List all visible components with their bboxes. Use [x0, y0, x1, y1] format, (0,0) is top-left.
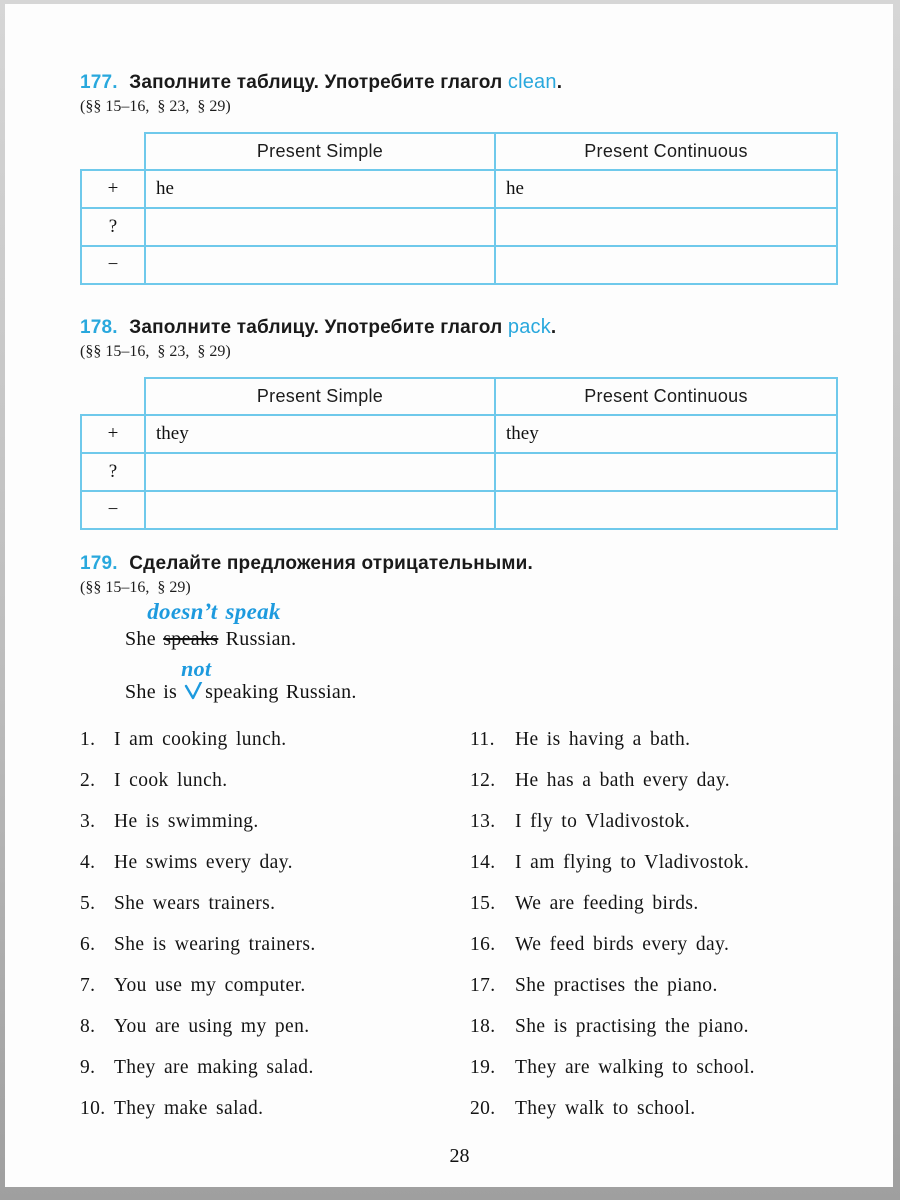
cell-continuous-affirmative: they	[495, 415, 837, 453]
sentence-item-19	[470, 1057, 838, 1098]
sentence-text: You are using my pen.	[114, 1016, 310, 1037]
sentence-text: I am flying to Vladivostok.	[515, 852, 750, 873]
sentence-text: He has a bath every day.	[515, 770, 731, 791]
sentence-number: 16.	[470, 934, 496, 955]
sentence-text: We feed birds every day.	[515, 934, 730, 955]
row-sign-plus: +	[81, 170, 145, 208]
sentence-item-6	[80, 934, 470, 975]
table-corner-cell	[81, 378, 145, 415]
exercise-title: Заполните таблицу. Употребите глагол	[129, 72, 503, 93]
exercise-verb: pack	[507, 316, 551, 338]
column-header-present-simple: Present Simple	[145, 133, 495, 170]
row-sign-plus: +	[81, 415, 145, 453]
sentence-item-16	[470, 934, 838, 975]
sentence-number: 15.	[470, 893, 496, 914]
cell-continuous-question	[495, 453, 837, 491]
table-row-negative	[81, 491, 837, 529]
sentence-text: He swims every day.	[114, 852, 293, 873]
table-177	[80, 132, 838, 285]
handwritten-correction-doesnt-speak: doesn’t speak	[147, 599, 281, 624]
exercise-number: 179.	[80, 553, 118, 574]
sentence-text: He is swimming.	[114, 811, 259, 832]
sentence-number: 4.	[80, 852, 96, 873]
table-row-negative	[81, 246, 837, 284]
sentence-text: She is wearing trainers.	[114, 934, 316, 955]
sentence-text: She wears trainers.	[114, 893, 276, 914]
sentence-number: 10.	[80, 1098, 106, 1119]
sentence-number: 18.	[470, 1016, 496, 1037]
sentence-text: I fly to Vladivostok.	[515, 811, 691, 832]
exercise-178	[80, 315, 839, 530]
table-row-question	[81, 453, 837, 491]
cell-continuous-negative	[495, 491, 837, 529]
sentence-item-1	[80, 729, 470, 770]
exercise-number: 178.	[80, 317, 118, 338]
table-row-affirmative	[81, 170, 837, 208]
table-row-question	[81, 208, 837, 246]
sentence-number: 1.	[80, 729, 96, 750]
table-row-affirmative	[81, 415, 837, 453]
row-sign-minus: −	[81, 491, 145, 529]
table-178	[80, 377, 838, 530]
sentence-number: 17.	[470, 975, 496, 996]
paragraph-references: (§§ 15–16, § 23, § 29)	[80, 98, 231, 115]
column-header-present-continuous: Present Continuous	[495, 378, 837, 415]
sentence-item-2	[80, 770, 470, 811]
sentence-text: I cook lunch.	[114, 770, 228, 791]
exercise-title: Сделайте предложения отрицательными.	[129, 553, 534, 574]
sentence-item-12	[470, 770, 838, 811]
table-header-row	[81, 378, 837, 415]
row-sign-question: ?	[81, 453, 145, 491]
sentence-text: I am cooking lunch.	[114, 729, 287, 750]
sentence-item-15	[470, 893, 838, 934]
exercise-177-heading	[80, 70, 839, 95]
sentence-item-4	[80, 852, 470, 893]
exercise-179-heading	[80, 552, 839, 576]
exercise-178-heading	[80, 315, 839, 340]
sentence-item-18	[470, 1016, 838, 1057]
example-line1-subject: She	[125, 628, 156, 650]
column-header-present-simple: Present Simple	[145, 378, 495, 415]
exercise-title-period: .	[556, 72, 563, 93]
sentence-item-10	[80, 1098, 470, 1139]
column-header-present-continuous: Present Continuous	[495, 133, 837, 170]
sentence-text: They are making salad.	[114, 1057, 314, 1078]
sentence-number: 12.	[470, 770, 496, 791]
sentence-text: She practises the piano.	[515, 975, 718, 996]
cell-continuous-affirmative: he	[495, 170, 837, 208]
cell-continuous-negative	[495, 246, 837, 284]
row-sign-question: ?	[81, 208, 145, 246]
sentence-item-14	[470, 852, 838, 893]
sentence-number: 6.	[80, 934, 96, 955]
struck-word-speaks: speaks	[163, 628, 219, 650]
sentence-item-13	[470, 811, 838, 852]
sentence-number: 5.	[80, 893, 96, 914]
cell-continuous-question	[495, 208, 837, 246]
example-line2-rest: speaking Russian.	[205, 681, 357, 703]
cell-simple-negative	[145, 246, 495, 284]
table-header-row	[81, 133, 837, 170]
sentence-text: They are walking to school.	[515, 1057, 755, 1078]
page-number: 28	[449, 1145, 470, 1167]
page	[5, 4, 893, 1187]
sentence-list	[80, 729, 839, 1139]
cell-simple-question	[145, 453, 495, 491]
sentence-number: 20.	[470, 1098, 496, 1119]
sentence-number: 9.	[80, 1057, 96, 1078]
sentence-column-right	[470, 729, 838, 1139]
sentence-text: They walk to school.	[515, 1098, 696, 1119]
sentence-number: 11.	[470, 729, 495, 750]
sentence-item-3	[80, 811, 470, 852]
sentence-item-9	[80, 1057, 470, 1098]
sentence-number: 19.	[470, 1057, 496, 1078]
cell-simple-negative	[145, 491, 495, 529]
example-line2-subject: She is	[125, 681, 178, 703]
sentence-item-11	[470, 729, 838, 770]
exercise-number: 177.	[80, 72, 118, 93]
exercise-177	[80, 70, 839, 285]
sentence-number: 13.	[470, 811, 496, 832]
sentence-text: You use my computer.	[114, 975, 306, 996]
cell-simple-affirmative: they	[145, 415, 495, 453]
sentence-column-left	[80, 729, 470, 1139]
sentence-item-5	[80, 893, 470, 934]
insertion-caret-wrap	[181, 656, 212, 699]
sentence-number: 3.	[80, 811, 96, 832]
row-sign-minus: −	[81, 246, 145, 284]
cell-simple-question	[145, 208, 495, 246]
cell-simple-affirmative: he	[145, 170, 495, 208]
sentence-number: 2.	[80, 770, 96, 791]
exercise-title: Заполните таблицу. Употребите глагол	[129, 317, 503, 338]
exercise-179	[80, 552, 839, 1139]
example-line-1	[125, 599, 839, 652]
insertion-caret-icon	[183, 682, 203, 700]
handwritten-correction-not: not	[181, 656, 212, 681]
sentence-text: We are feeding birds.	[515, 893, 699, 914]
sentence-text: They make salad.	[114, 1098, 264, 1119]
table-corner-cell	[81, 133, 145, 170]
exercise-verb: clean	[507, 71, 557, 93]
sentence-number: 7.	[80, 975, 96, 996]
sentence-text: He is having a bath.	[515, 729, 691, 750]
sentence-item-7	[80, 975, 470, 1016]
paragraph-references: (§§ 15–16, § 29)	[80, 579, 191, 596]
sentence-item-17	[470, 975, 838, 1016]
example-block	[125, 599, 839, 705]
exercise-title-period: .	[550, 317, 557, 338]
sentence-item-20	[470, 1098, 838, 1139]
example-line-2	[125, 656, 839, 705]
sentence-number: 8.	[80, 1016, 96, 1037]
sentence-text: She is practising the piano.	[515, 1016, 749, 1037]
paragraph-references: (§§ 15–16, § 23, § 29)	[80, 343, 231, 360]
example-line1-rest: Russian.	[225, 628, 297, 650]
sentence-number: 14.	[470, 852, 496, 873]
sentence-item-8	[80, 1016, 470, 1057]
